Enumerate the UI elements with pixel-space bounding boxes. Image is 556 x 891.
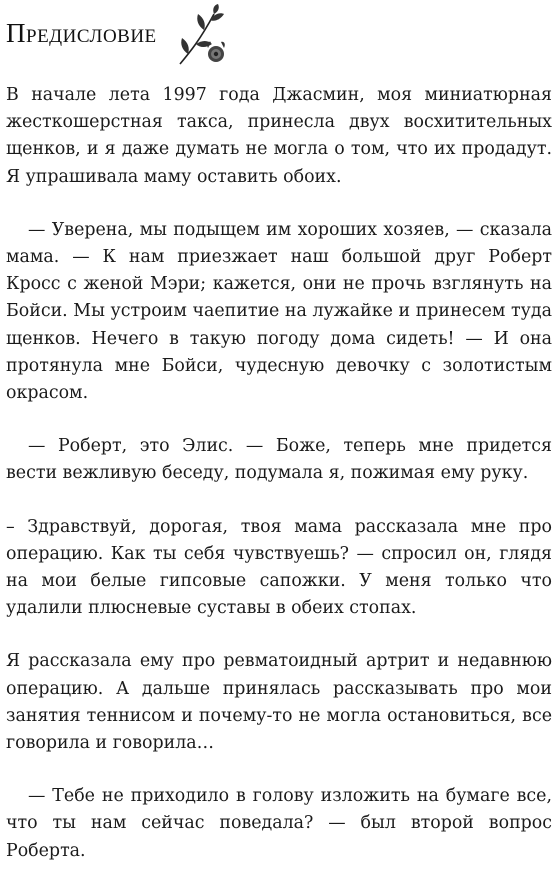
paragraph-4: – Здравствуй, дорогая, твоя мама рассказала мне про операцию. Как ты себя чувствуешь? — спросил он, глядя на мои белые гипсовые сапожки. У меня только что удалили плюсневые суставы в обеих стопах. xyxy=(6,516,552,619)
paragraph-6: — Тебе не приходило в голову изложить на бумаге все, что ты нам сейчас поведала? — был второй вопрос Роберта. xyxy=(6,786,552,861)
paragraph-2: — Уверена, мы подыщем им хороших хозяев, — сказала мама. — К нам приезжает наш большой друг Роберт Кросс с женой Мэри; кажется, они не прочь взглянуть на Бойси. Мы устроим чаепитие на лужайке и принесем туда щенков. Нечего в такую погоду дома сидеть! — И она протянула мне Бойси, чудесную девочку с золотистым окрасом. xyxy=(6,219,552,404)
rose-branch-icon xyxy=(176,4,228,66)
chapter-header xyxy=(6,4,226,66)
chapter-body xyxy=(6,82,552,891)
paragraph-1: В начале лета 1997 года Джасмин, моя миниатюрная жесткошерстная такса, принесла двух восхитительных щенков, и я даже думать не могла о том, что их продадут. Я упрашивала маму оставить обоих. xyxy=(6,85,552,187)
chapter-title: Предисловие xyxy=(6,18,157,48)
paragraph-3: — Роберт, это Элис. — Боже, теперь мне придется вести вежливую беседу, подумала я, пожимая ему руку. xyxy=(6,436,552,484)
paragraph-5: Я рассказала ему про ревматоидный артрит и недавнюю операцию. А дальше принялась рассказывать про мои занятия теннисом и почему-то не могла остановиться, все говорила и говорила… xyxy=(6,651,552,754)
